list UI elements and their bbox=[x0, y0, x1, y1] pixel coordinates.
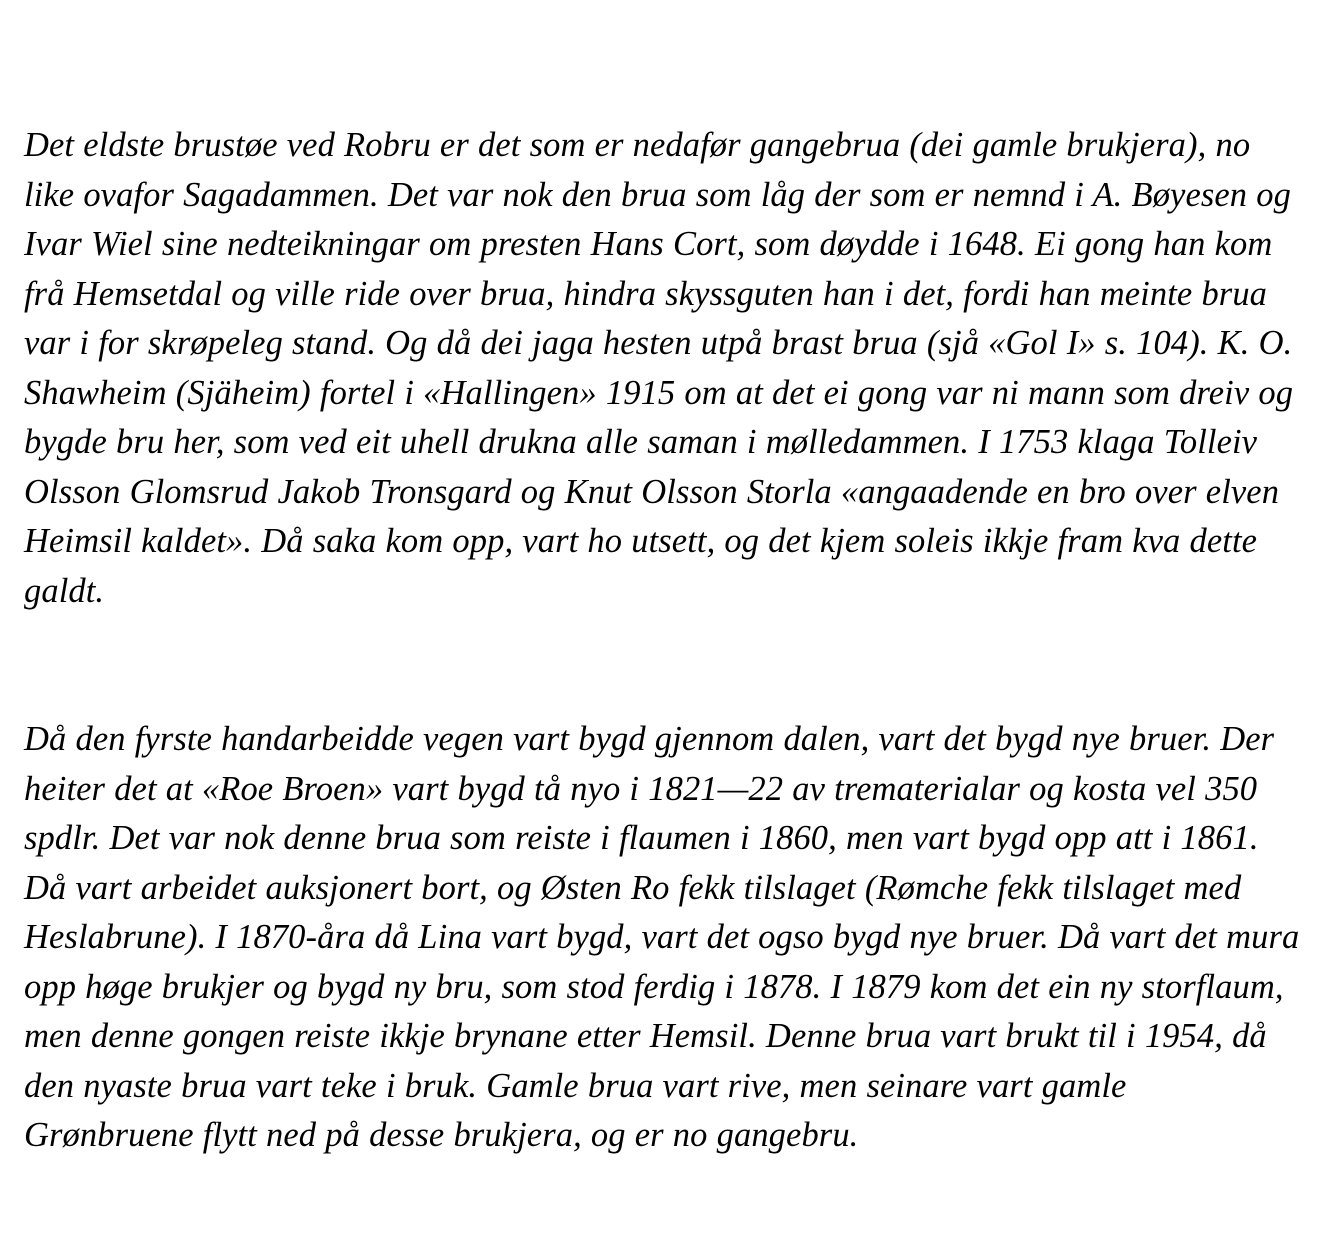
paragraph: Det eldste brustøe ved Robru er det som er nedafør gangebrua (dei gamle brukjera), no like ovafor Sagadammen. Det var nok den brua som låg der som er nemnd i A. Bøyesen og Ivar Wiel sine nedteikningar om presten Hans Cort, som døydde i 1648. Ei gong han kom frå Hemsetdal og ville ride over brua, hindra skyssguten han i det, fordi han meinte brua var i for skrøpeleg stand. Og då dei jaga hesten utpå brast brua (sjå «Gol I» s. 104). K. O. Shawheim (Sjäheim) fortel i «Hallingen» 1915 om at det ei gong var ni mann som dreiv og bygde bru her, som ved eit uhell drukna alle saman i mølledammen. I 1753 klaga Tolleiv Olsson Glomsrud Jakob Tronsgard og Knut Olsson Storla «angaadende en bro over elven Heimsil kaldet». Då saka kom opp, vart ho utsett, og det kjem soleis ikkje fram kva dette galdt. bbox=[24, 126, 1303, 610]
document-body bbox=[24, 22, 1309, 1260]
paragraph: Då den fyrste handarbeidde vegen vart bygd gjennom dalen, vart det bygd nye bruer. Der heiter det at «Roe Broen» vart bygd tå nyo i 1821—22 av trematerialar og kosta vel 350 spdlr. Det var nok denne brua som reiste i flaumen i 1860, men vart bygd opp att i 1861. Då vart arbeidet auksjonert bort, og Østen Ro fekk tilslaget (Rømche fekk tilslaget med Heslabrune). I 1870-åra då Lina vart bygd, vart det ogso bygd nye bruer. Då vart det mura opp høge brukjer og bygd ny bru, som stod ferdig i 1878. I 1879 kom det ein ny storflaum, men denne gongen reiste ikkje brynane etter Hemsil. Denne brua vart brukt til i 1954, då den nyaste brua vart teke i bruk. Gamle brua vart rive, men seinare vart gamle Grønbruene flytt ned på desse brukjera, og er no gangebru. bbox=[24, 720, 1309, 1154]
